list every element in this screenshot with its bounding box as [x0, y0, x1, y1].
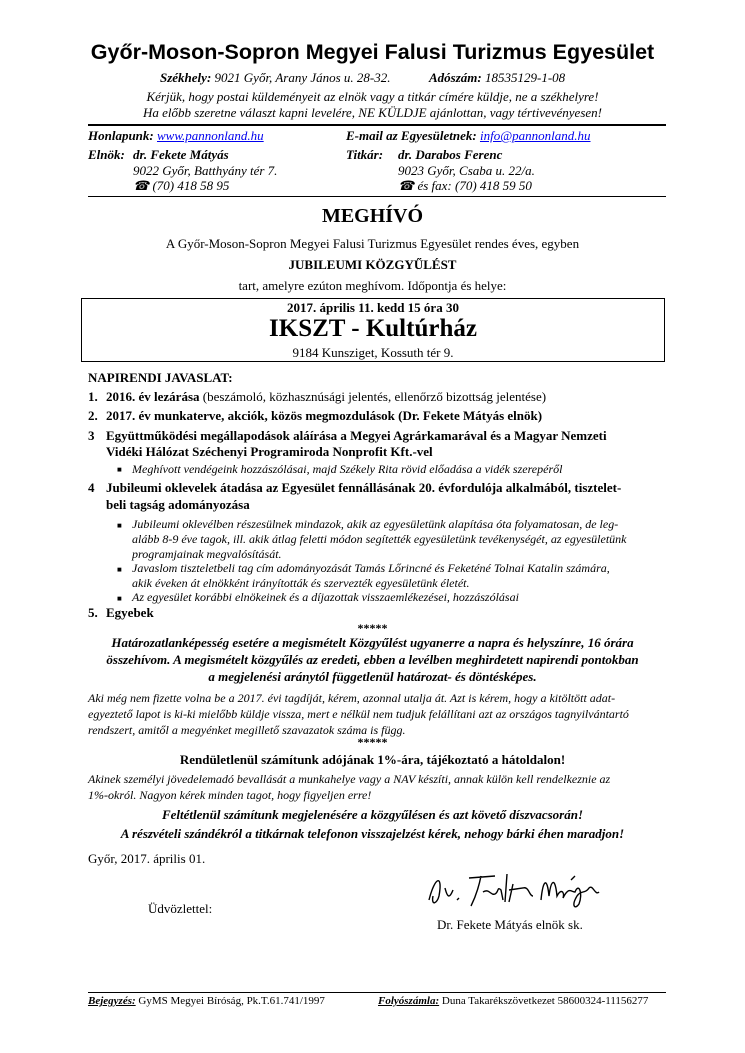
agenda-item-2: 2017. év munkaterve, akciók, közös megmozdulások (Dr. Fekete Mátyás elnök) — [106, 408, 543, 423]
greeting: Üdvözlettel: — [148, 901, 213, 916]
tax-line-1: Akinek személyi jövedelemadó bevallását a munkahelye vagy a NAV készíti, annak külön kell rendelkeznie az — [88, 772, 611, 786]
president-label: Elnök: — [88, 147, 125, 162]
bullet-icon: ■ — [117, 594, 122, 603]
agenda-item-4-line-1: Jubileumi oklevelek átadása az Egyesület fennállásának 20. évfordulója alkalmából, tisztelet- — [106, 480, 622, 495]
phone-icon: ☎ — [133, 178, 150, 193]
header-divider — [88, 124, 666, 126]
place-date: Győr, 2017. április 01. — [88, 851, 206, 866]
dinner-line-2: A részvételi szándékról a titkárnak telefonon visszajelzést kérek, nehogy bárki éhen maradjon! — [120, 826, 625, 841]
separator: ***** — [357, 621, 388, 635]
tax-number-value: 18535129-1-08 — [484, 70, 566, 85]
agenda-item-4-sub-3: Az egyesület korábbi elnökeinek és a díjazottak visszaemlékezései, hozzászólásai — [132, 590, 519, 604]
tax-line-2: 1%-okról. Nagyon kérek minden tagot, hogy figyeljen erre! — [88, 788, 372, 802]
signer-name: Dr. Fekete Mátyás elnök sk. — [437, 917, 583, 932]
secretary-phone: és fax: (70) 418 59 50 — [417, 178, 532, 193]
agenda-item-1 — [106, 389, 546, 405]
fee-line-2: egyeztető lapot is ki-ki mielőbb küldje vissza, mert e nélkül nem tudjuk felállítani azt az országos tagnyilvántartó — [88, 707, 629, 721]
email-link[interactable]: info@pannonland.hu — [479, 128, 591, 143]
website-link[interactable]: www.pannonland.hu — [157, 128, 264, 143]
invitation-intro-2: tart, amelyre ezúton meghívom. Időpontja és helye: — [238, 278, 507, 293]
header-bottom-divider — [88, 196, 666, 197]
agenda-item-4-sub-2-line-2: akik éveken át elnökként irányították és szervezték egyesületünk életét. — [132, 576, 470, 590]
registration-label: Bejegyzés: — [88, 995, 136, 1007]
secretary-address: 9023 Győr, Csaba u. 22/a. — [398, 163, 535, 178]
venue-address: 9184 Kunsziget, Kossuth tér 9. — [292, 345, 454, 360]
meeting-date: 2017. április 11. kedd 15 óra 30 — [287, 300, 459, 315]
agenda-item-4-sub-1-line-1: Jubileumi oklevélben részesülnek mindazok, akik az egyesületünk alapítása óta folyamatosan, de leg- — [132, 517, 619, 531]
quorum-line-2: összehívom. A megismételt közgyűlés az eredeti, ebben a levélben meghirdetett napirendi pontokban — [106, 652, 639, 667]
fee-line-3: rendszert, amitől a megyénket megillető szavazatok száma is függ. — [88, 723, 406, 737]
tax-number-label: Adószám: — [429, 70, 482, 85]
notice-line-1: Kérjük, hogy postai küldeményeit az elnök vagy a titkár címére küldje, ne a székhelyre! — [146, 89, 599, 104]
agenda-item-1-number: 1. — [88, 389, 98, 404]
separator: ***** — [357, 735, 388, 749]
agenda-item-1-title: 2016. év lezárása — [106, 389, 200, 404]
seat-label: Székhely: — [160, 70, 212, 85]
fee-line-1: Aki még nem fizette volna be a 2017. évi tagdíját, kérem, azonnal utalja át. Azt is kérem, hogy a kitöltött adat- — [88, 691, 616, 705]
president-name: dr. Fekete Mátyás — [133, 147, 229, 162]
email-label: E-mail az Egyesületnek: — [346, 128, 477, 143]
meeting-type: JUBILEUMI KÖZGYŰLÉST — [288, 257, 457, 272]
invitation-title: MEGHÍVÓ — [321, 205, 424, 227]
website-line — [88, 128, 264, 144]
bullet-icon: ■ — [117, 521, 122, 530]
tax-number-line — [429, 70, 565, 86]
agenda-item-4-sub-1-line-3: programjainak megvalósítását. — [132, 547, 282, 561]
agenda-item-4-sub-2-line-1: Javaslom tiszteletbeli tag cím adományozását Tamás Lőrincné és Feketéné Tolnai Katalin számára, — [132, 561, 610, 575]
agenda-item-5-number: 5. — [88, 605, 98, 620]
president-phone-line — [133, 178, 229, 194]
website-label: Honlapunk: — [88, 128, 154, 143]
registration-line — [88, 995, 325, 1007]
account-label: Folyószámla: — [378, 995, 440, 1007]
bullet-icon: ■ — [117, 565, 122, 574]
president-phone: (70) 418 58 95 — [152, 178, 230, 193]
secretary-label: Titkár: — [346, 147, 384, 162]
agenda-item-5: Egyebek — [106, 605, 154, 620]
email-line — [346, 128, 591, 144]
quorum-line-3: a megjelenési aránytól függetlenül határozat- és döntésképes. — [208, 669, 537, 684]
agenda-heading: NAPIRENDI JAVASLAT: — [88, 370, 233, 385]
agenda-item-1-detail: (beszámoló, közhasznúsági jelentés, ellenőrző bizottság jelentése) — [199, 389, 547, 404]
agenda-item-3-line-1: Együttműködési megállapodások aláírása a Megyei Agrárkamarával és a Magyar Nemzeti — [106, 428, 607, 443]
bullet-icon: ■ — [117, 465, 122, 474]
quorum-line-1: Határozatlanképesség esetére a megismételt Közgyűlést ugyanerre a napra és helyszínre, 16 órára — [111, 635, 634, 650]
seat-line — [160, 70, 391, 86]
seat-value: 9021 Győr, Arany János u. 28-32. — [214, 70, 391, 85]
registration-value: GyMS Megyei Bíróság, Pk.T.61.741/1997 — [138, 995, 325, 1007]
president-address: 9022 Győr, Batthyány tér 7. — [133, 163, 278, 178]
agenda-item-4-sub-1-line-2: alább 8-9 éve tagok, ill. akik átlag feletti módon segítették egyesületünk tevékenységét, az egyesületünk — [132, 532, 627, 546]
signature — [425, 866, 605, 912]
venue-name: IKSZT - Kultúrház — [269, 315, 477, 342]
invitation-intro: A Győr-Moson-Sopron Megyei Falusi Turizmus Egyesület rendes éves, egyben — [165, 236, 580, 251]
agenda-item-3-sub-1: Meghívott vendégeink hozzászólásai, majd Székely Rita rövid előadása a vidék szerepéről — [132, 462, 563, 476]
footer-divider — [88, 992, 666, 993]
account-line — [378, 995, 648, 1007]
dinner-line-1: Feltétlenül számítunk megjelenésére a közgyűlésen és azt követő díszvacsorán! — [161, 807, 584, 822]
secretary-name: dr. Darabos Ferenc — [398, 147, 503, 162]
organization-name: Győr-Moson-Sopron Megyei Falusi Turizmus Egyesület — [90, 40, 655, 64]
phone-icon: ☎ — [398, 178, 415, 193]
agenda-item-4-line-2: beli tagság adományozása — [106, 497, 250, 512]
agenda-item-3-line-2: Vidéki Hálózat Széchenyi Programiroda Nonprofit Kft.-vel — [106, 444, 433, 459]
tax-onepercent-heading: Rendületlenül számítunk adójának 1%-ára, tájékoztató a hátoldalon! — [179, 752, 566, 767]
agenda-item-4-number: 4 — [88, 480, 95, 495]
account-value: Duna Takarékszövetkezet 58600324-11156277 — [441, 995, 649, 1007]
notice-line-2: Ha előbb szeretne választ kapni levelére, NE KÜLDJE ajánlottan, vagy tértivevényesen! — [143, 105, 602, 120]
agenda-item-2-number: 2. — [88, 408, 98, 423]
agenda-item-3-number: 3 — [88, 428, 95, 443]
secretary-phone-line — [398, 178, 532, 194]
